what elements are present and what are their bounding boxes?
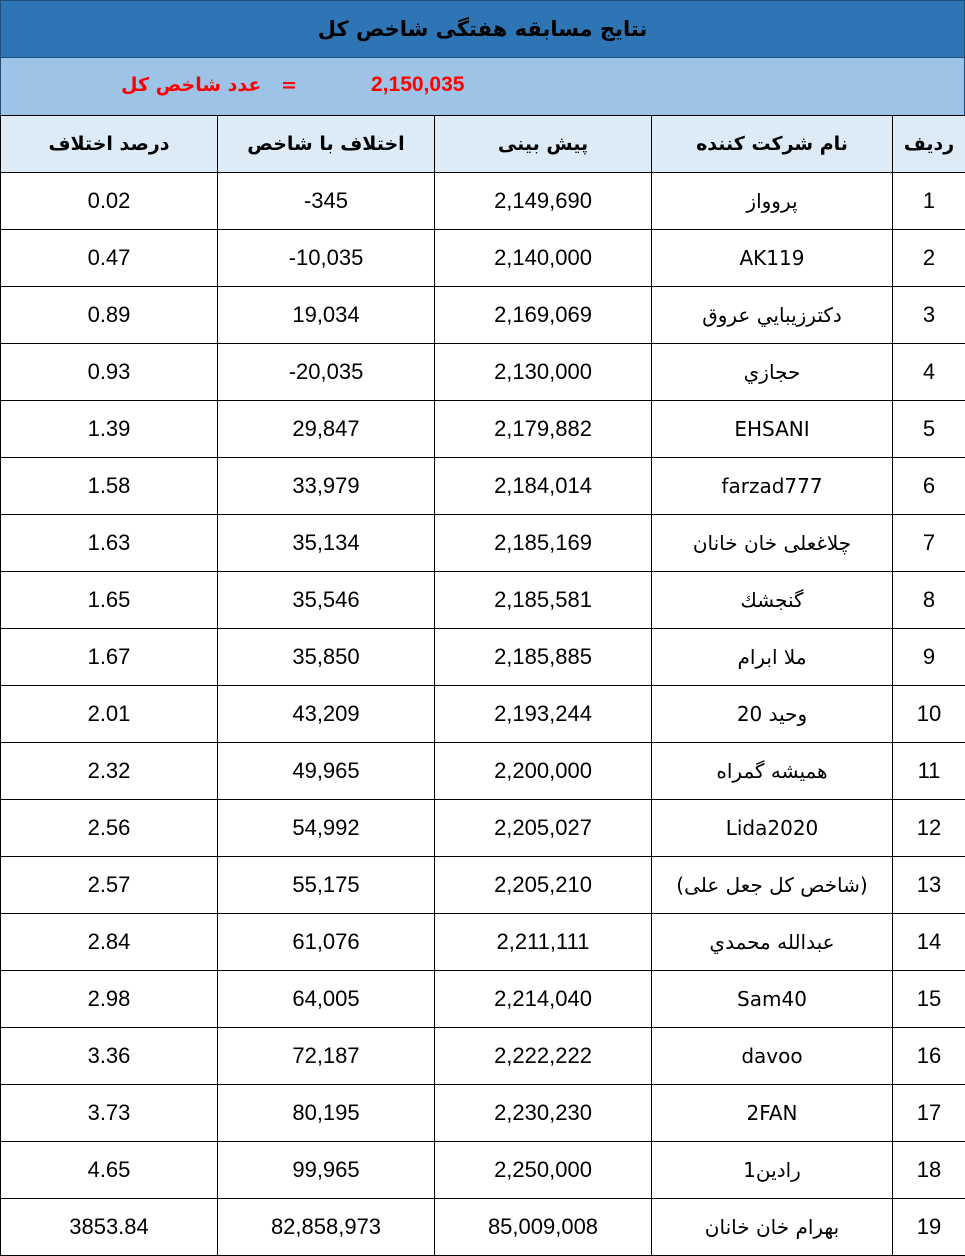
table-row [1,515,965,572]
cell-prediction: 2,169,069 [435,287,652,344]
index-equals-sign: = [281,74,297,96]
cell-row-number: 1 [893,173,965,230]
cell-percent: 2.56 [1,800,218,857]
cell-row-number: 14 [893,914,965,971]
cell-prediction: 2,205,027 [435,800,652,857]
cell-percent: 0.89 [1,287,218,344]
table-row [1,857,965,914]
cell-diff: 43,209 [218,686,435,743]
cell-diff: 35,546 [218,572,435,629]
cell-percent: 3.73 [1,1085,218,1142]
cell-prediction: 2,214,040 [435,971,652,1028]
cell-percent: 2.98 [1,971,218,1028]
results-body [1,173,965,1256]
index-bar [0,58,965,115]
cell-row-number: 9 [893,629,965,686]
cell-participant-name: (شاخص کل جعل علی) [652,857,893,914]
cell-prediction: 2,185,885 [435,629,652,686]
sheet-title: نتایج مسابقه هفتگی شاخص کل [0,0,965,58]
cell-row-number: 3 [893,287,965,344]
cell-row-number: 7 [893,515,965,572]
cell-row-number: 12 [893,800,965,857]
cell-diff: 64,005 [218,971,435,1028]
cell-row-number: 8 [893,572,965,629]
cell-prediction: 2,185,581 [435,572,652,629]
cell-participant-name: AK119 [652,230,893,287]
cell-percent: 0.02 [1,173,218,230]
cell-prediction: 2,179,882 [435,401,652,458]
cell-percent: 2.32 [1,743,218,800]
cell-row-number: 6 [893,458,965,515]
cell-participant-name: گنجشك [652,572,893,629]
cell-percent: 3853.84 [1,1199,218,1256]
header-diff: اختلاف با شاخص [218,116,435,173]
cell-percent: 1.58 [1,458,218,515]
cell-diff: 99,965 [218,1142,435,1199]
cell-prediction: 2,193,244 [435,686,652,743]
table-row [1,1085,965,1142]
cell-participant-name: Sam40 [652,971,893,1028]
cell-participant-name: رادین1 [652,1142,893,1199]
cell-row-number: 2 [893,230,965,287]
header-percent: درصد اختلاف [1,116,218,173]
table-row [1,629,965,686]
table-row [1,686,965,743]
cell-prediction: 2,230,230 [435,1085,652,1142]
cell-prediction: 2,149,690 [435,173,652,230]
cell-percent: 1.67 [1,629,218,686]
cell-prediction: 2,211,111 [435,914,652,971]
cell-diff: -10,035 [218,230,435,287]
cell-participant-name: عبدالله محمدي [652,914,893,971]
cell-participant-name: وحید 20 [652,686,893,743]
cell-row-number: 13 [893,857,965,914]
table-row [1,1142,965,1199]
table-row [1,458,965,515]
cell-participant-name: حجازي [652,344,893,401]
table-row [1,914,965,971]
header-prediction: پیش بینی [435,116,652,173]
cell-participant-name: همیشه گمراه [652,743,893,800]
table-row [1,401,965,458]
cell-row-number: 11 [893,743,965,800]
table-row [1,344,965,401]
cell-row-number: 19 [893,1199,965,1256]
index-value: 2,150,035 [371,73,464,97]
cell-diff: -345 [218,173,435,230]
index-label: عدد شاخص کل [121,74,261,96]
header-name: نام شرکت کننده [652,116,893,173]
table-row [1,971,965,1028]
cell-row-number: 15 [893,971,965,1028]
cell-diff: 80,195 [218,1085,435,1142]
cell-percent: 4.65 [1,1142,218,1199]
cell-participant-name: EHSANI [652,401,893,458]
cell-percent: 0.93 [1,344,218,401]
header-row-number: ردیف [893,116,965,173]
cell-row-number: 10 [893,686,965,743]
cell-percent: 3.36 [1,1028,218,1085]
cell-participant-name: 2FAN [652,1085,893,1142]
cell-diff: 29,847 [218,401,435,458]
cell-percent: 0.47 [1,230,218,287]
cell-percent: 1.39 [1,401,218,458]
table-row [1,743,965,800]
cell-diff: 35,134 [218,515,435,572]
header-row [1,116,965,173]
cell-prediction: 2,222,222 [435,1028,652,1085]
cell-participant-name: دکترزيبايي عروق [652,287,893,344]
cell-participant-name: بهرام خان خانان [652,1199,893,1256]
cell-diff: 54,992 [218,800,435,857]
cell-percent: 1.65 [1,572,218,629]
cell-prediction: 2,130,000 [435,344,652,401]
cell-row-number: 4 [893,344,965,401]
cell-participant-name: davoo [652,1028,893,1085]
cell-prediction: 85,009,008 [435,1199,652,1256]
cell-percent: 1.63 [1,515,218,572]
table-row [1,1199,965,1256]
cell-prediction: 2,184,014 [435,458,652,515]
cell-participant-name: Lida2020 [652,800,893,857]
cell-participant-name: پروواز [652,173,893,230]
cell-row-number: 16 [893,1028,965,1085]
cell-prediction: 2,185,169 [435,515,652,572]
cell-diff: 49,965 [218,743,435,800]
cell-prediction: 2,140,000 [435,230,652,287]
table-row [1,572,965,629]
table-row [1,230,965,287]
cell-diff: 61,076 [218,914,435,971]
cell-diff: 82,858,973 [218,1199,435,1256]
cell-row-number: 17 [893,1085,965,1142]
cell-diff: 35,850 [218,629,435,686]
table-row [1,800,965,857]
cell-percent: 2.57 [1,857,218,914]
cell-diff: 33,979 [218,458,435,515]
table-row [1,287,965,344]
results-table [0,115,965,1256]
cell-participant-name: farzad777 [652,458,893,515]
cell-percent: 2.84 [1,914,218,971]
cell-prediction: 2,200,000 [435,743,652,800]
cell-row-number: 18 [893,1142,965,1199]
table-row [1,173,965,230]
cell-row-number: 5 [893,401,965,458]
cell-percent: 2.01 [1,686,218,743]
cell-diff: 19,034 [218,287,435,344]
cell-participant-name: ملا ابرام [652,629,893,686]
table-row [1,1028,965,1085]
cell-diff: 55,175 [218,857,435,914]
cell-prediction: 2,250,000 [435,1142,652,1199]
cell-participant-name: چلاغعلی خان خانان [652,515,893,572]
cell-diff: 72,187 [218,1028,435,1085]
cell-prediction: 2,205,210 [435,857,652,914]
cell-diff: -20,035 [218,344,435,401]
